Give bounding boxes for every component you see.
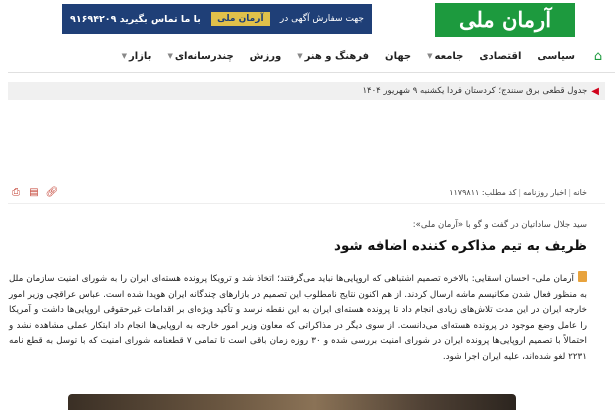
chevron-down-icon: ▼: [427, 52, 433, 60]
home-icon[interactable]: ⌂: [593, 48, 603, 64]
article-body: [9, 271, 587, 366]
nav-item-multimedia[interactable]: چندرسانه‌ای ▼: [167, 50, 234, 62]
breadcrumb-home-link[interactable]: خانه: [573, 188, 587, 197]
nav-item-world[interactable]: جهان: [385, 50, 412, 62]
article-title: ظریف به تیم مذاکره کننده اضافه شود: [334, 238, 587, 254]
nav-item-economy[interactable]: اقتصادی: [479, 50, 522, 62]
nav-item-market[interactable]: بازار ▼: [121, 50, 152, 62]
nav-item-sport[interactable]: ورزش: [249, 50, 282, 62]
breadcrumb: خانه|اخبار روزنامه|کد مطلب: ۱۱۷۹۸۱۱: [449, 188, 587, 197]
article-subtitle: سید جلال ساداتیان در گفت و گو با «آرمان ملی»:: [412, 220, 587, 230]
document-icon: [578, 271, 587, 282]
breadcrumb-section-link[interactable]: اخبار روزنامه: [523, 188, 567, 197]
save-icon[interactable]: ▤: [29, 186, 39, 198]
chevron-down-icon: ▼: [167, 52, 173, 60]
article-tools: [10, 186, 58, 198]
ad-brand: آرمان ملی: [211, 12, 269, 26]
site-header: [0, 0, 615, 40]
main-nav: [0, 44, 615, 68]
site-logo[interactable]: آرمان ملی: [435, 3, 575, 37]
ticker-arrow-icon: ◀: [591, 85, 599, 97]
nav-item-society[interactable]: جامعه ▼: [427, 50, 464, 62]
ticker-headline-link[interactable]: جدول قطعی برق سنندج؛ کردستان فردا یکشنبه ۹ شهریور ۱۴۰۴: [362, 86, 588, 96]
print-icon[interactable]: ⎙: [12, 186, 20, 198]
ad-banner[interactable]: [62, 4, 372, 34]
ad-phone: با ما تماس بگیرید ۹۱۶۹۴۲۰۹: [70, 13, 201, 25]
meta-divider: [8, 203, 605, 204]
nav-item-politics[interactable]: سیاسی: [537, 50, 575, 62]
link-icon[interactable]: 🔗︎: [45, 186, 59, 198]
ad-text: جهت سفارش آگهی در: [279, 14, 364, 24]
nav-divider: [8, 72, 615, 73]
article-image: [68, 394, 516, 410]
article-body-text: آرمان ملی- احسان اسقایی: بالاخره تصمیم اشتباهی که اروپایی‌ها نباید می‌گرفتند؛ اتخاذ شد و ترویکا پرونده هسته‌ای ایران را به شورای امنیت سازمان ملل به منظور فعال شدن مکانیسم ماشه ارسال کردند. از هم اکنون نتایج نامطلوب این تصمیم در بازارهای چندگانه ایران هویدا شده است. عباس عراقچی وزیر امور خارجه ایران در این مدت تلاش‌های زیادی انجام داد تا پرونده هسته‌ای ایران به این نقطه نرسد و تأکید ویژه‌ای بر اقدامات غیرحقوقی اروپایی‌ها داشت و آمریکا را عامل وضع موجود در پرونده هسته‌ای می‌دانست. از سوی دیگر در مذاکراتی که معاون وزیر امور خارجه به اروپایی‌ها انجام داد ابتکار عملی مشاهده نشد و احتمالاً با تصمیم اروپایی‌ها پرونده ایران در شورای امنیت بررسی شده و ۳۰ روزه زمان باقی است تا تمامی ۷ قطعنامه شورای امنیت که با توسل به قطع نامه ۲۲۳۱ لغو شده‌اند، علیه ایران اجرا شود.: [9, 274, 587, 362]
news-ticker: [8, 82, 605, 100]
nav-item-culture[interactable]: فرهنگ و هنر ▼: [297, 50, 370, 62]
article-code: کد مطلب: ۱۱۷۹۸۱۱: [449, 188, 517, 197]
chevron-down-icon: ▼: [297, 52, 303, 60]
chevron-down-icon: ▼: [121, 52, 127, 60]
